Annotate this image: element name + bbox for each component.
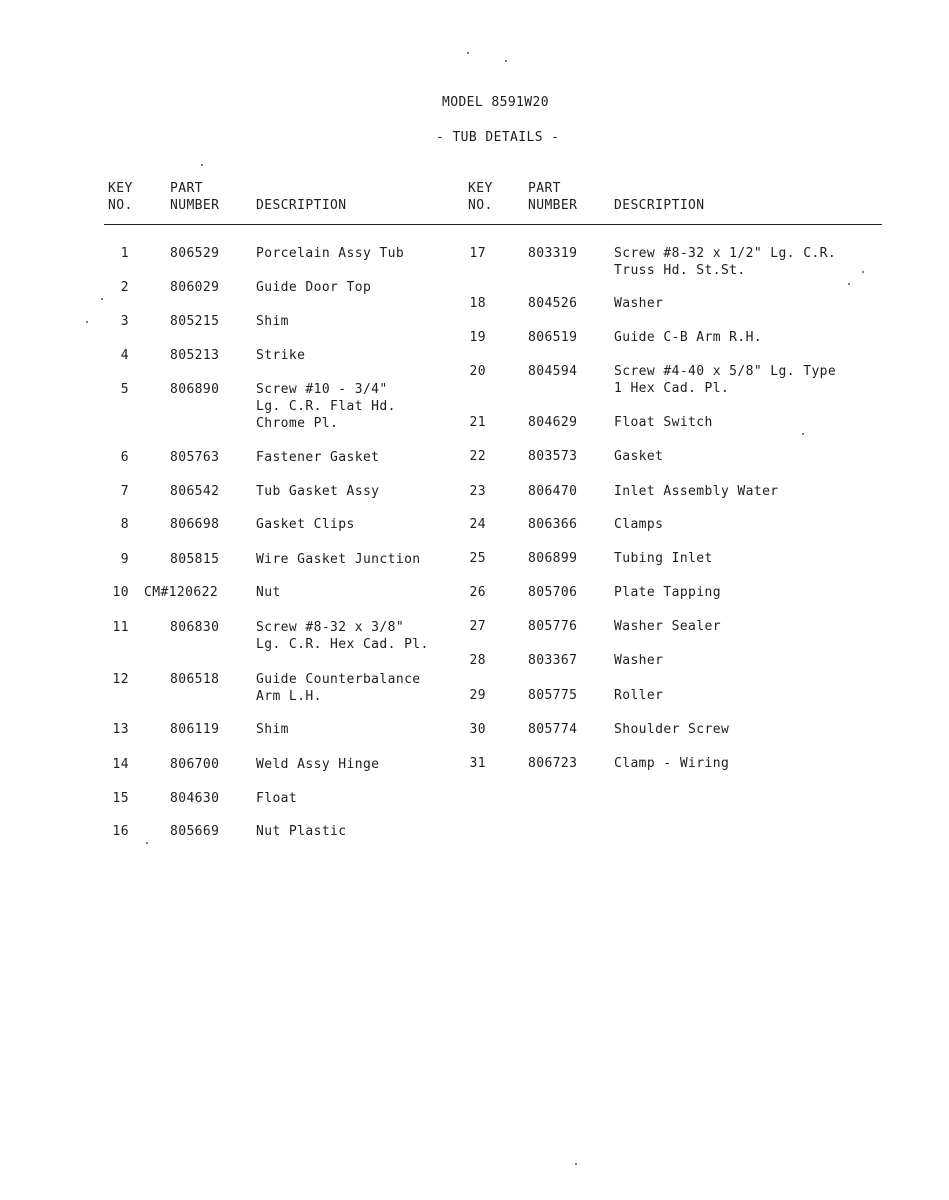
scan-speck	[101, 298, 103, 300]
part-description: Washer Sealer	[614, 619, 721, 634]
key-number: 27	[469, 619, 486, 634]
key-number: 21	[469, 415, 486, 430]
scan-speck	[862, 271, 864, 273]
part-description: Clamps	[614, 517, 664, 532]
key-number: 13	[112, 722, 129, 737]
part-number: 805669	[170, 824, 220, 839]
key-number: 19	[469, 330, 486, 345]
part-description: Shim	[256, 314, 289, 329]
part-description: Porcelain Assy Tub	[256, 246, 405, 261]
key-number: 29	[469, 688, 486, 703]
part-number: 805213	[170, 348, 220, 363]
part-number: 806899	[528, 551, 578, 566]
key-number: 5	[120, 382, 129, 397]
part-number: 804629	[528, 415, 578, 430]
part-number: 806119	[170, 722, 220, 737]
header-description-left: DESCRIPTION	[256, 198, 347, 213]
part-description: Guide Counterbalance Arm L.H.	[256, 672, 421, 704]
key-number: 14	[112, 757, 129, 772]
part-number: 806542	[170, 484, 220, 499]
part-description: Plate Tapping	[614, 585, 721, 600]
key-number: 25	[469, 551, 486, 566]
key-number: 15	[112, 791, 129, 806]
part-description: Gasket Clips	[256, 517, 355, 532]
part-description: Washer	[614, 296, 664, 311]
model-title: MODEL 8591W20	[442, 95, 549, 110]
part-description: Screw #8-32 x 1/2" Lg. C.R. Truss Hd. St.St.	[614, 246, 837, 278]
part-description: Tub Gasket Assy	[256, 484, 380, 499]
part-number: 806830	[170, 620, 220, 635]
key-number: 28	[469, 653, 486, 668]
part-description: Guide Door Top	[256, 280, 372, 295]
part-description: Screw #8-32 x 3/8" Lg. C.R. Hex Cad. Pl.	[256, 620, 429, 652]
part-description: Wire Gasket Junction	[256, 552, 421, 567]
key-number: 18	[469, 296, 486, 311]
key-number: 30	[469, 722, 486, 737]
key-number: 31	[469, 756, 486, 771]
part-description: Inlet Assembly Water	[614, 484, 779, 499]
key-number: 4	[120, 348, 129, 363]
part-number: 803367	[528, 653, 578, 668]
key-number: 20	[469, 364, 486, 379]
part-number: 803319	[528, 246, 578, 261]
part-number: 806529	[170, 246, 220, 261]
key-number: 23	[469, 484, 486, 499]
key-number: 12	[112, 672, 129, 687]
part-number: 805215	[170, 314, 220, 329]
part-number: 806470	[528, 484, 578, 499]
part-number: 805774	[528, 722, 578, 737]
part-number: 805706	[528, 585, 578, 600]
part-description: Screw #10 - 3/4" Lg. C.R. Flat Hd. Chrome Pl.	[256, 382, 396, 431]
part-description: Washer	[614, 653, 664, 668]
part-description: Screw #4-40 x 5/8" Lg. Type 1 Hex Cad. Pl.	[614, 364, 837, 396]
part-number: 805776	[528, 619, 578, 634]
scan-speck	[201, 164, 203, 166]
part-description: Shoulder Screw	[614, 722, 730, 737]
scan-speck	[86, 321, 88, 323]
part-number: 806698	[170, 517, 220, 532]
part-description: Float	[256, 791, 298, 806]
key-number: 10	[112, 585, 129, 600]
part-number: 805815	[170, 552, 220, 567]
key-number: 9	[120, 552, 129, 567]
scan-speck	[505, 60, 507, 62]
key-number: 7	[120, 484, 129, 499]
part-description: Roller	[614, 688, 664, 703]
key-number: 22	[469, 449, 486, 464]
part-number: 804526	[528, 296, 578, 311]
part-number: 806890	[170, 382, 220, 397]
key-number: 3	[120, 314, 129, 329]
key-number: 11	[112, 620, 129, 635]
part-description: Weld Assy Hinge	[256, 757, 380, 772]
part-description: Clamp - Wiring	[614, 756, 730, 771]
part-number: 805775	[528, 688, 578, 703]
key-number: 16	[112, 824, 129, 839]
scan-speck	[802, 433, 804, 435]
key-number: 6	[120, 450, 129, 465]
part-number: 806700	[170, 757, 220, 772]
scan-speck	[467, 52, 469, 54]
part-number: 806519	[528, 330, 578, 345]
part-description: Float Switch	[614, 415, 713, 430]
part-description: Strike	[256, 348, 306, 363]
part-number: 804594	[528, 364, 578, 379]
part-description: Guide C-B Arm R.H.	[614, 330, 763, 345]
header-rule	[104, 224, 882, 225]
part-number: 806029	[170, 280, 220, 295]
part-description: Shim	[256, 722, 289, 737]
key-number: 26	[469, 585, 486, 600]
scan-speck	[848, 283, 850, 285]
key-number: 24	[469, 517, 486, 532]
key-number: 1	[120, 246, 129, 261]
part-description: Nut	[256, 585, 281, 600]
header-key-no-left: KEY NO.	[108, 181, 133, 213]
part-description: Tubing Inlet	[614, 551, 713, 566]
part-number: 806366	[528, 517, 578, 532]
part-description: Gasket	[614, 449, 664, 464]
key-number: 2	[120, 280, 129, 295]
part-number: 806723	[528, 756, 578, 771]
scan-speck	[146, 842, 148, 844]
header-description-right: DESCRIPTION	[614, 198, 705, 213]
part-number: 803573	[528, 449, 578, 464]
part-number: 804630	[170, 791, 220, 806]
scan-speck	[575, 1163, 577, 1165]
part-number: 805763	[170, 450, 220, 465]
part-description: Fastener Gasket	[256, 450, 380, 465]
part-number: 806518	[170, 672, 220, 687]
section-title: - TUB DETAILS -	[436, 130, 560, 145]
key-number: 17	[469, 246, 486, 261]
header-part-number-left: PART NUMBER	[170, 181, 220, 213]
part-description: Nut Plastic	[256, 824, 347, 839]
header-part-number-right: PART NUMBER	[528, 181, 578, 213]
key-number: 8	[120, 517, 129, 532]
part-number: CM#120622	[144, 585, 219, 600]
header-key-no-right: KEY NO.	[468, 181, 493, 213]
